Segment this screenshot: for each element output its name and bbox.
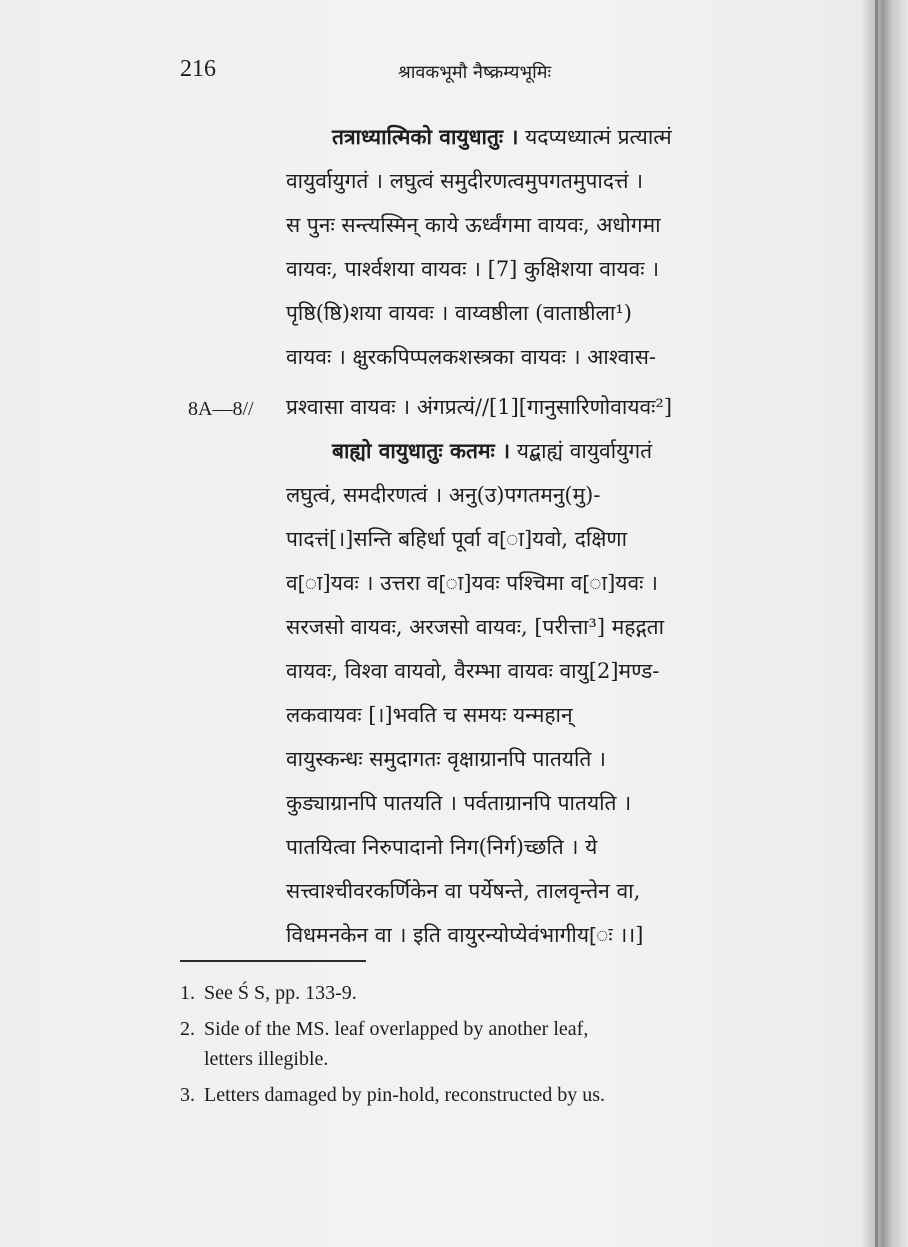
- section-heading-external: बाह्यो वायुधातुः कतमः ।: [332, 438, 511, 463]
- text-line-4: वायवः, पार्श्वशया वायवः । [7] कुक्षिशया वायवः ।: [286, 257, 660, 281]
- margin-folio-note: 8A—8//: [188, 398, 254, 420]
- text-line-9: लघुत्वं, समदीरणत्वं । अनु(उ)पगतमनु(मु)-: [286, 483, 601, 507]
- text-line-10: पादत्तं[।]सन्ति बहिर्धा पूर्वा व[ा]यवो, दक्षिणा: [286, 527, 628, 551]
- text-line-11: व[ा]यवः । उत्तरा व[ा]यवः पश्चिमा व[ा]यवः ।: [286, 571, 659, 595]
- footnote-text: letters illegible.: [204, 1048, 329, 1070]
- footnote-3: [180, 1080, 605, 1110]
- footnote-text: Letters damaged by pin-hold, reconstructed by us.: [204, 1084, 605, 1106]
- text-line-15: वायुस्कन्धः समुदागतः वृक्षाग्रानपि पातयति ।: [286, 747, 607, 771]
- text-line-13: वायवः, विश्वा वायवो, वैरम्भा वायवः वायु[2]मण्ड-: [286, 659, 660, 683]
- text-line-16: कुड्याग्रानपि पातयति । पर्वताग्रानपि पातयति ।: [286, 791, 632, 815]
- footnote-text: Side of the MS. leaf overlapped by another leaf,: [204, 1018, 589, 1040]
- text-line-17: पातयित्वा निरुपादानो निग(निर्ग)च्छति । ये: [286, 835, 598, 859]
- page-fold-line: [875, 0, 878, 1247]
- section-heading-internal: तत्राध्यात्मिको वायुधातुः ।: [332, 124, 519, 149]
- text-line-7: प्रश्वासा वायवः । अंगप्रत्यं//[1][गानुसारिणोवायवः²]: [286, 395, 673, 419]
- text-line-14: लकवायवः [।]भवति च समयः यन्महान्: [286, 703, 573, 727]
- text-line-8-rest: यद्बाह्यं वायुर्वायुगतं: [510, 439, 653, 463]
- page-number: 216: [180, 56, 216, 82]
- text-line-3: स पुनः सन्त्यस्मिन् काये ऊर्ध्वंगमा वायवः, अधोगमा: [286, 213, 661, 237]
- text-line-6: वायवः । क्षुरकपिप्पलकशस्त्रका वायवः । आश्वास-: [286, 345, 657, 369]
- text-line-1: [332, 122, 672, 152]
- text-line-2: वायुर्वायुगतं । लघुत्वं समुदीरणत्वमुपगतमुपादत्तं ।: [286, 169, 644, 193]
- text-line-8: [332, 436, 652, 466]
- text-line-12: सरजसो वायवः, अरजसो वायवः, [परीत्ता³] महद्गता: [286, 615, 665, 639]
- footnote-text: See Ś S, pp. 133-9.: [204, 982, 357, 1004]
- footnote-number: 1.: [180, 982, 195, 1004]
- page-edge-shadow: [862, 0, 908, 1247]
- footnote-2-continued: [180, 1044, 328, 1074]
- text-line-5: पृष्ठि(ष्ठि)शया वायवः । वाय्वष्ठीला (वाताष्ठीला¹): [286, 301, 632, 325]
- footnote-separator: [180, 960, 366, 962]
- footnote-number: 2.: [180, 1018, 195, 1040]
- footnote-1: [180, 978, 357, 1008]
- text-line-19: विधमनकेन वा । इति वायुरन्योप्येवंभागीय[ः ।।]: [286, 923, 644, 947]
- footnote-number: 3.: [180, 1084, 195, 1106]
- text-line-1-rest: यदप्यध्यात्मं प्रत्यात्मं: [518, 125, 672, 149]
- footnote-2: [180, 1014, 588, 1044]
- running-title: श्रावकभूमौ नैष्क्रम्यभूमिः: [398, 62, 552, 83]
- text-line-18: सत्त्वाश्चीवरकर्णिकेन वा पर्येषन्ते, तालवृन्तेन वा,: [286, 879, 641, 903]
